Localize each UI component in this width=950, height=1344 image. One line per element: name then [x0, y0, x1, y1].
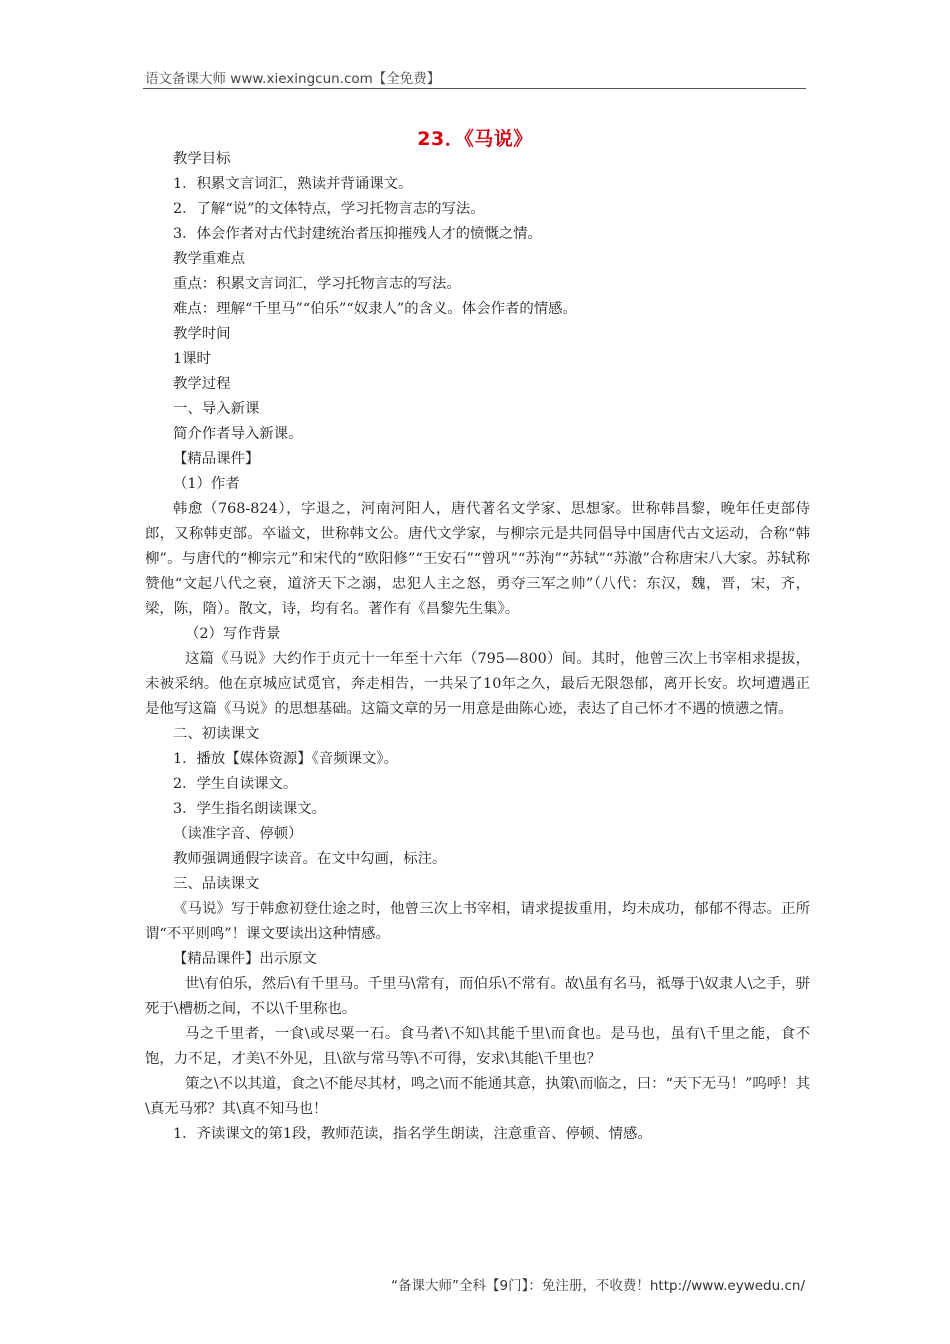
background-paragraph: 这篇《马说》大约作于贞元十一年至十六年（795—800）间。其时，他曾三次上书宰相求提拔，未被采纳。他在京城应试觅官，奔走相告，一共呆了10年之久，最后无限怨郁，离开长安。坎坷遭遇正是他写这篇《马说》的思想基础。这篇文章的另一用意是曲陈心迹，表达了自己怀才不遇的愤懑之情。	[145, 651, 810, 717]
goal-item: 1．积累文言词汇，熟读并背诵课文。	[173, 176, 413, 192]
reading-teacher-note: 教师强调通假字读音。在文中勾画，标注。	[173, 851, 447, 867]
section-heading: 三、品读课文	[173, 876, 260, 892]
original-text-paragraph: 策之\不以其道，食之\不能尽其材，鸣之\而不能通其意，执策\而临之，曰：“天下无马！”呜呼！其\真无马邪？其\真不知马也！	[145, 1076, 810, 1117]
reading-step: 2．学生自读课文。	[173, 776, 298, 792]
reading-step: 1．播放【媒体资源】《音频课文》。	[173, 751, 399, 767]
time-heading: 教学时间	[173, 326, 231, 342]
section-text: 简介作者导入新课。	[173, 426, 303, 442]
goal-item: 3．体会作者对古代封建统治者压抑摧残人才的愤慨之情。	[173, 226, 542, 242]
original-text-paragraph: 马之千里者，一食\或尽粟一石。食马者\不知\其能千里\而食也。是马也，虽有\千里之能，食不饱，力不足，才美\不外见，且\欲与常马等\不可得，安求\其能\千里也？	[145, 1026, 810, 1067]
section-heading: 一、导入新课	[173, 401, 260, 417]
original-text-paragraph: 世\有伯乐，然后\有千里马。千里马\常有，而伯乐\不常有。故\虽有名马，祗辱于\奴隶人\之手，骈死于\槽枥之间，不以\千里称也。	[145, 976, 810, 1017]
page-footer: “备课大师”全科【9门】：免注册，不收费！http://www.eywedu.cn/	[391, 1278, 805, 1294]
intro-paragraph: 《马说》写于韩愈初登仕途之时，他曾三次上书宰相，请求提拔重用，均未成功，郁郁不得志。正所谓“不平则鸣”！课文要读出这种情感。	[145, 901, 810, 942]
time-value: 1课时	[173, 351, 211, 367]
hard-point: 难点：理解“千里马”“伯乐”“奴隶人”的含义。体会作者的情感。	[173, 301, 577, 317]
teaching-step: 1．齐读课文的第1段，教师范读，指名学生朗读，注意重音、停顿、情感。	[173, 1126, 652, 1142]
author-label: （1）作者	[173, 476, 240, 492]
process-heading: 教学过程	[173, 376, 231, 392]
key-difficulty-heading: 教学重难点	[173, 251, 245, 267]
courseware-label: 【精品课件】	[173, 451, 260, 467]
courseware-label: 【精品课件】出示原文	[173, 951, 317, 967]
reading-note: （读准字音、停顿）	[173, 826, 303, 842]
page-header: 语文备课大师 www.xiexingcun.com【全免费】	[145, 71, 441, 87]
reading-step: 3．学生指名朗读课文。	[173, 801, 327, 817]
goals-heading: 教学目标	[173, 151, 231, 167]
section-heading: 二、初读课文	[173, 726, 260, 742]
document-body	[145, 147, 810, 1147]
header-divider	[143, 88, 806, 89]
key-point: 重点：积累文言词汇，学习托物言志的写法。	[173, 276, 461, 292]
page-title: 23．《马说》	[417, 128, 533, 150]
goal-item: 2．了解“说”的文体特点，学习托物言志的写法。	[173, 201, 485, 217]
background-label: （2）写作背景	[185, 626, 281, 642]
author-paragraph: 韩愈（768-824），字退之，河南河阳人，唐代著名文学家、思想家。世称韩昌黎，晚年任吏部侍郎，又称韩吏部。卒谥文，世称韩文公。唐代文学家，与柳宗元是共同倡导中国唐代古文运动，合称“韩柳”。与唐代的“柳宗元”和宋代的“欧阳修”“王安石”“曾巩”“苏洵”“苏轼”“苏澈”合称唐宋八大家。苏轼称赞他“文起八代之衰，道济天下之溺，忠犯人主之怒，勇夺三军之帅”（八代：东汉，魏，晋，宋，齐，梁，陈，隋）。散文，诗，均有名。著作有《昌黎先生集》。	[145, 501, 810, 617]
